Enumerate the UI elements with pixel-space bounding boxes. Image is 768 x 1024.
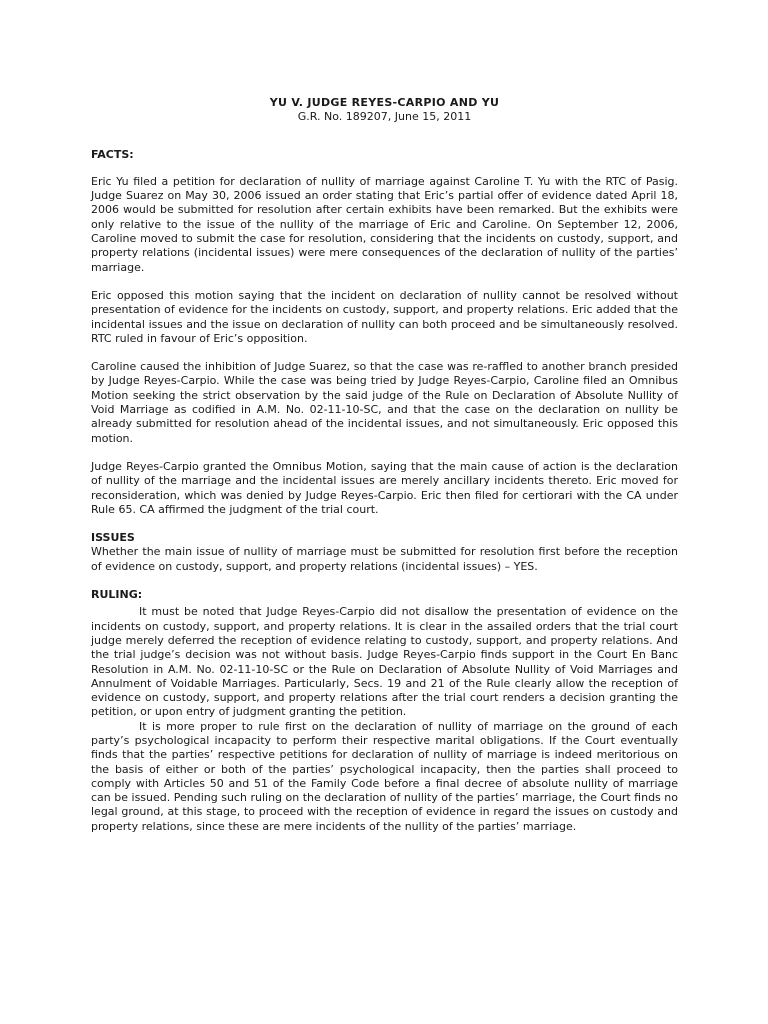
- facts-paragraph-4: Judge Reyes-Carpio granted the Omnibus Motion, saying that the main cause of action is the declaration of nullity of the marriage and the incidental issues are merely ancillary incidents thereto. Eric moved for reconsideration, which was denied by Judge Reyes-Carpio. Eric then filed for certiorari with the CA under Rule 65. CA affirmed the judgment of the trial court.: [91, 459, 678, 516]
- ruling-paragraph-2: It is more proper to rule first on the declaration of nullity of marriage on the ground of each party’s psychological incapacity to perform their respective marital obligations. If the Court eventually finds that the parties’ respective petitions for declaration of nullity of marriage is indeed meritorious on the basis of either or both of the parties’ psychological incapacity, then the parties shall proceed to comply with Articles 50 and 51 of the Family Code before a final decree of absolute nullity of marriage can be issued. Pending such ruling on the declaration of nullity of the parties’ marriage, the Court finds no legal ground, at this stage, to proceed with the reception of evidence in regard the issues on custody and property relations, since these are mere incidents of the nullity of the parties’ marriage.: [91, 719, 678, 833]
- ruling-heading: RULING:: [91, 588, 143, 602]
- facts-paragraph-3: Caroline caused the inhibition of Judge Suarez, so that the case was re-raffled to another branch presided by Judge Reyes-Carpio. While the case was being tried by Judge Reyes-Carpio, Caroline filed an Omnibus Motion seeking the strict observation by the said judge of the Rule on Declaration of Absolute Nullity of Void Marriage as codified in A.M. No. 02-11-10-SC, and that the case on the declaration on nullity be already submitted for resolution ahead of the incidental issues, and not simultaneously. Eric opposed this motion.: [91, 360, 678, 445]
- issues-text: Whether the main issue of nullity of marriage must be submitted for resolution first before the reception of evidence on custody, support, and property relations (incidental issues) – YES.: [91, 545, 678, 573]
- issues-heading: ISSUES: [91, 531, 135, 545]
- case-title: YU V. JUDGE REYES-CARPIO AND YU: [269, 96, 500, 109]
- document-page: [91, 90, 678, 834]
- ruling-paragraph-1: It must be noted that Judge Reyes-Carpio did not disallow the presentation of evidence on the incidents on custody, support, and property relations. It is clear in the assailed orders that the trial court judge merely deferred the reception of evidence relating to custody, support, and property relations. And the trial judge’s decision was not without basis. Judge Reyes-Carpio finds support in the Court En Banc Resolution in A.M. No. 02-11-10-SC or the Rule on Declaration of Absolute Nullity of Void Marriages and Annulment of Voidable Marriages. Particularly, Secs. 19 and 21 of the Rule clearly allow the reception of evidence on custody, support, and property relations after the trial court renders a decision granting the petition, or upon entry of judgment granting the petition.: [91, 605, 678, 719]
- facts-paragraph-2: Eric opposed this motion saying that the incident on declaration of nullity cannot be resolved without presentation of evidence for the incidents on custody, support, and property relations. Eric added that the incidental issues and the issue on declaration of nullity can both proceed and be simultaneously resolved. RTC ruled in favour of Eric’s opposition.: [91, 288, 678, 345]
- facts-heading: FACTS:: [91, 147, 134, 161]
- facts-paragraph-1: Eric Yu filed a petition for declaration of nullity of marriage against Caroline T. Yu with the RTC of Pasig. Judge Suarez on May 30, 2006 issued an order stating that Eric’s partial offer of evidence dated April 18, 2006 would be submitted for resolution after certain exhibits have been remarked. But the exhibits were only relative to the issue of the nullity of the marriage of Eric and Caroline. On September 12, 2006, Caroline moved to submit the case for resolution, considering that the incidents on custody, support, and property relations (incidental issues) were mere consequences of the declaration of nullity of the parties’ marriage.: [91, 174, 678, 274]
- case-citation: G.R. No. 189207, June 15, 2011: [297, 110, 472, 124]
